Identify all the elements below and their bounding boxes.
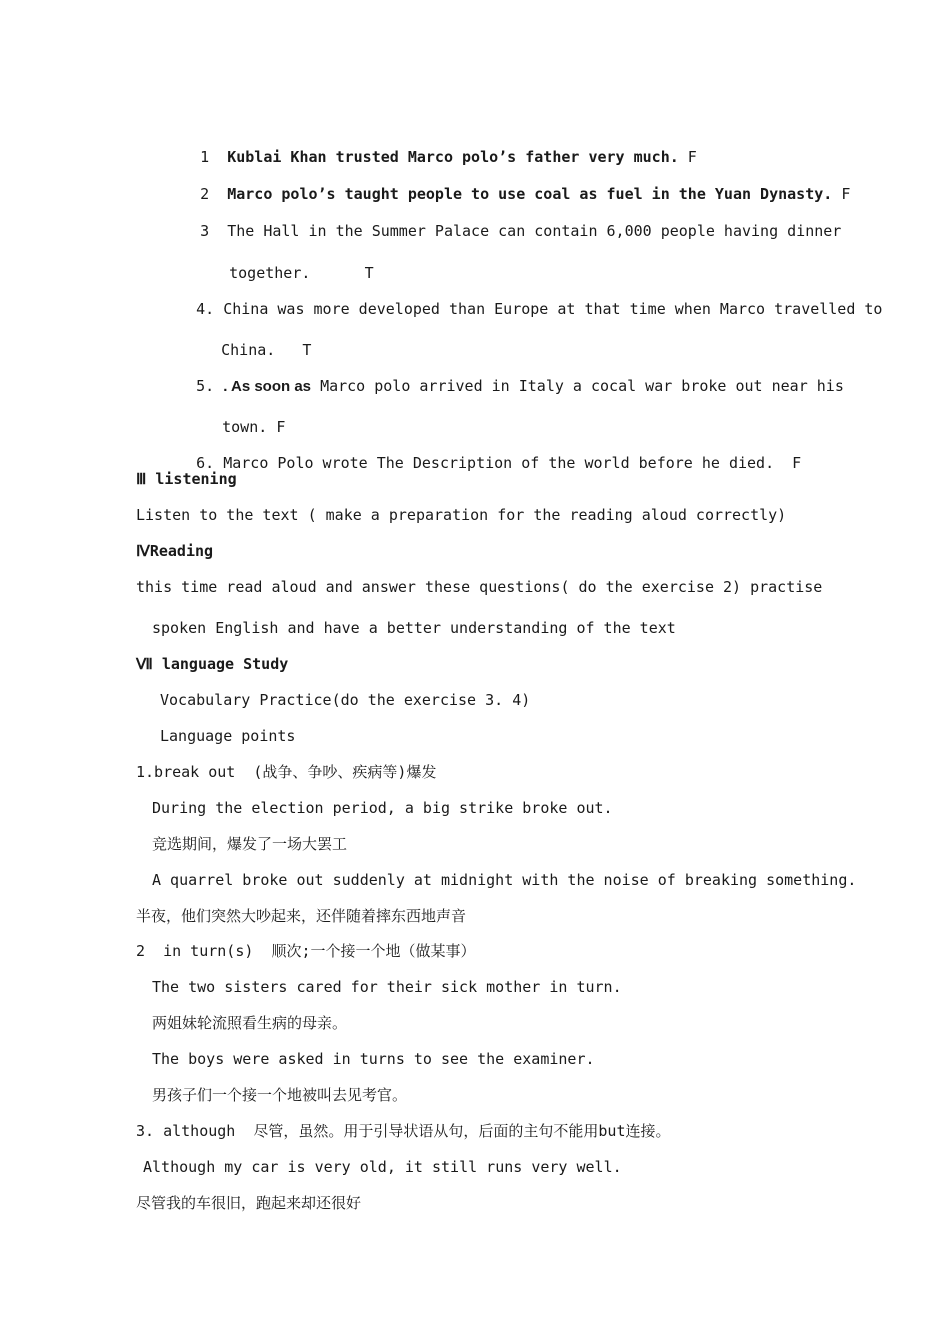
reading-body-1: this time read aloud and answer these questions( do the exercise 2) practise [136, 578, 823, 596]
section-heading-language: Ⅶ language Study [136, 655, 289, 673]
point-3-translation: 尽管我的车很旧，跑起来却还很好 [136, 1194, 362, 1212]
item-text-cont: town. [222, 418, 268, 436]
item-text: Marco polo arrived in Italy a cocal war broke out near his [320, 377, 844, 395]
item-answer: F [792, 454, 802, 472]
item-number: 6. [196, 454, 215, 472]
point-2-translation-2: 男孩子们一个接一个地被叫去见考官。 [152, 1086, 408, 1104]
item-text: The Hall in the Summer Palace can contain 6,000 people having dinner [227, 222, 842, 240]
item-text-cont: China. [221, 341, 276, 359]
point-2-example-2: The boys were asked in turns to see the examiner. [152, 1050, 595, 1068]
item-number: 1 [200, 148, 210, 166]
item-text: Marco Polo wrote The Description of the world before he died. [223, 454, 775, 472]
item-number: 2 [200, 185, 210, 203]
point-3-head: 3. although 尽管，虽然。用于引导状语从句，后面的主句不能用but连接。 [136, 1122, 671, 1140]
item-number: 4. [196, 300, 215, 318]
item-answer: T [364, 264, 374, 282]
point-1-translation: 竞选期间，爆发了一场大罢工 [152, 835, 348, 853]
reading-body-2: spoken English and have a better understanding of the text [152, 619, 676, 637]
item-answer: T [302, 341, 312, 359]
point-1-example: During the election period, a big strike broke out. [152, 799, 613, 817]
item-lead: . As soon as [223, 378, 312, 395]
item-number: 3 [200, 222, 210, 240]
item-text: Marco polo’s taught people to use coal as fuel in the Yuan Dynasty. [227, 185, 833, 203]
language-points-label: Language points [160, 727, 296, 745]
item-answer: F [841, 185, 851, 203]
point-2-head: 2 in turn(s) 顺次;一个接一个地（做某事） [136, 942, 476, 960]
item-answer: F [687, 148, 697, 166]
point-1-example-2: A quarrel broke out suddenly at midnight with the noise of breaking something. [152, 871, 857, 889]
item-text-cont: together. [229, 264, 311, 282]
tf-item-6 [160, 433, 801, 493]
item-text: China was more developed than Europe at that time when Marco travelled to [223, 300, 883, 318]
point-3-example: Although my car is very old, it still runs very well. [143, 1158, 622, 1176]
listening-body: Listen to the text ( make a preparation for the reading aloud correctly) [136, 506, 787, 524]
point-1-translation-2: 半夜，他们突然大吵起来，还伴随着摔东西地声音 [136, 907, 467, 925]
item-answer: F [276, 418, 286, 436]
point-2-translation: 两姐妹轮流照看生病的母亲。 [152, 1014, 348, 1032]
vocab-practice: Vocabulary Practice(do the exercise 3. 4) [160, 691, 531, 709]
section-heading-reading: ⅣReading [136, 542, 214, 560]
point-2-example: The two sisters cared for their sick mother in turn. [152, 978, 622, 996]
item-number: 5. [196, 377, 215, 395]
section-heading-listening: Ⅲ listening [136, 470, 237, 488]
item-text: Kublai Khan trusted Marco polo’s father very much. [227, 148, 679, 166]
point-1-head: 1.break out (战争、争吵、疾病等)爆发 [136, 763, 437, 781]
